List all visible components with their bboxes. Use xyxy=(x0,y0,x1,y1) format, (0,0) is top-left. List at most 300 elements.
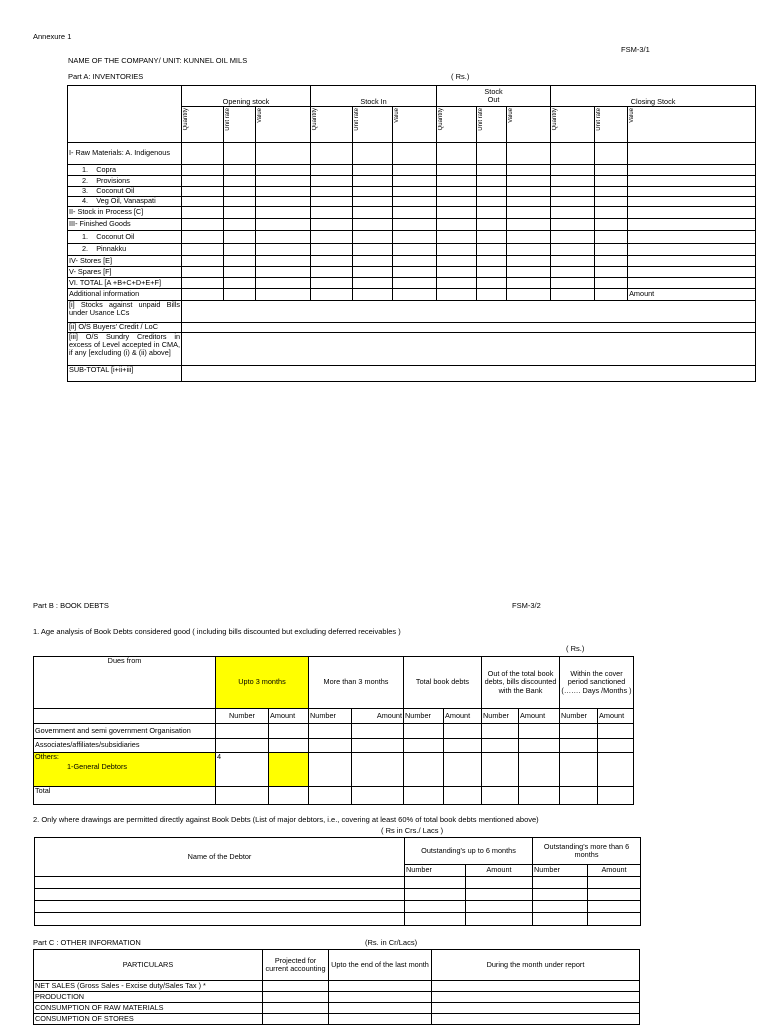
inventory-cell xyxy=(224,267,256,278)
inventory-cell xyxy=(224,244,256,256)
inventory-cell xyxy=(551,289,595,301)
cell xyxy=(560,753,598,787)
inventory-cell xyxy=(507,231,551,244)
inventory-cell xyxy=(353,256,393,267)
age-analysis-heading: 1. Age analysis of Book Debts considered good ( including bills discounted but excluding deferred receivables ) xyxy=(33,627,401,636)
cell xyxy=(404,724,444,739)
inventory-item-label: IV- Stores [E] xyxy=(68,256,182,267)
inventory-cell xyxy=(353,176,393,187)
form-code-a: FSM-3/1 xyxy=(621,45,650,54)
cell xyxy=(588,913,641,926)
inventory-cell xyxy=(477,289,507,301)
stores-consumption-label: CONSUMPTION OF STORES xyxy=(34,1014,263,1025)
cell xyxy=(352,753,404,787)
inventory-cell xyxy=(353,187,393,197)
total-amount-header: Amount xyxy=(444,709,482,724)
cell xyxy=(405,913,466,926)
inventory-cell xyxy=(256,143,311,165)
cell xyxy=(405,901,466,913)
cell xyxy=(352,787,404,805)
part-a-currency: ( Rs.) xyxy=(451,72,470,81)
inventory-subcol-label: Quantity xyxy=(183,108,189,131)
inventory-cell xyxy=(437,278,477,289)
inventory-item-label: V- Spares [F] xyxy=(68,267,182,278)
inventory-cell xyxy=(551,143,595,165)
inventory-cell xyxy=(437,207,477,219)
inventory-cell xyxy=(311,267,353,278)
additional-info-value xyxy=(182,333,756,366)
cell xyxy=(598,724,634,739)
outstanding-upto-6-header: Outstanding's up to 6 months xyxy=(405,838,533,865)
inventory-cell xyxy=(595,207,628,219)
inventory-cell xyxy=(353,267,393,278)
part-b-title: Part B : BOOK DEBTS xyxy=(33,601,109,610)
inventory-cell xyxy=(477,207,507,219)
inventory-cell xyxy=(311,231,353,244)
inventory-cell xyxy=(507,165,551,176)
cell xyxy=(309,739,352,753)
inventory-subcol-header xyxy=(353,107,393,143)
inventory-cell xyxy=(393,231,437,244)
cell xyxy=(216,787,269,805)
inventory-cell xyxy=(393,143,437,165)
inventories-table xyxy=(67,85,756,382)
cell xyxy=(466,877,533,889)
inventory-cell xyxy=(551,278,595,289)
cover-amount-header: Amount xyxy=(598,709,634,724)
inventory-item-label: VI. TOTAL [A +B+C+D+E+F] xyxy=(68,278,182,289)
inventory-item-label: Additional information xyxy=(68,289,182,301)
inventory-cell xyxy=(182,231,224,244)
inventory-subcol-label: Value xyxy=(508,108,515,123)
inventory-cell xyxy=(256,289,311,301)
inventory-cell xyxy=(628,176,756,187)
cell xyxy=(466,901,533,913)
inventory-cell xyxy=(393,278,437,289)
inventory-cell xyxy=(437,197,477,207)
inventory-item-label: 2. Pinnakku xyxy=(68,244,182,256)
inventory-subcol-header xyxy=(437,107,477,143)
inventory-cell xyxy=(393,207,437,219)
inventory-cell xyxy=(437,187,477,197)
cell xyxy=(263,1003,329,1014)
cell xyxy=(404,753,444,787)
inventory-cell xyxy=(551,197,595,207)
cell xyxy=(444,724,482,739)
inventory-subcol-header xyxy=(551,107,595,143)
inventory-cell xyxy=(595,289,628,301)
inventory-subcol-label: Unit rate xyxy=(478,108,485,131)
cell xyxy=(466,913,533,926)
inventory-cell xyxy=(507,197,551,207)
inventory-cell xyxy=(353,244,393,256)
outstanding-more-6-header: Outstanding's more than 6 months xyxy=(533,838,641,865)
debtor-name-header: Name of the Debtor xyxy=(35,838,405,877)
inventory-cell xyxy=(595,231,628,244)
upto6-amount-header: Amount xyxy=(466,865,533,877)
cell xyxy=(482,739,519,753)
inventory-cell xyxy=(311,187,353,197)
inventory-cell xyxy=(507,289,551,301)
major-debtors-units: ( Rs in Crs./ Lacs ) xyxy=(381,826,444,835)
cell xyxy=(263,981,329,992)
inventory-cell xyxy=(507,244,551,256)
inventory-subcol-label: Unit rate xyxy=(354,108,361,131)
cell xyxy=(432,1003,640,1014)
dues-from-header: Dues from xyxy=(34,657,216,709)
total-book-debts-header: Total book debts xyxy=(404,657,482,709)
inventory-cell xyxy=(353,289,393,301)
inventory-item-label: 3. Coconut Oil xyxy=(68,187,182,197)
inventory-cell xyxy=(393,165,437,176)
major-debtors-heading: 2. Only where drawings are permitted directly against Book Debts (List of major debtors, i.e., covering at least 60% of total book debts mentioned above) xyxy=(33,815,539,824)
inventory-subcol-header xyxy=(628,107,756,143)
inventory-cell xyxy=(477,143,507,165)
cell xyxy=(432,1014,640,1025)
additional-info-label: [i] Stocks against unpaid Bills under Usance LCs xyxy=(68,301,182,323)
cell xyxy=(482,787,519,805)
inventory-item-label: 1. Copra xyxy=(68,165,182,176)
inventory-cell xyxy=(256,267,311,278)
inventory-cell xyxy=(311,256,353,267)
inventory-cell xyxy=(595,143,628,165)
inventory-cell xyxy=(551,256,595,267)
inventory-cell xyxy=(595,256,628,267)
cell xyxy=(405,877,466,889)
additional-info-value xyxy=(182,301,756,323)
inventory-cell xyxy=(628,267,756,278)
inventory-cell xyxy=(507,176,551,187)
inventory-cell xyxy=(477,256,507,267)
cell xyxy=(560,724,598,739)
inventory-cell xyxy=(595,219,628,231)
upto3-number-header: Number xyxy=(216,709,269,724)
inventory-cell xyxy=(628,187,756,197)
raw-materials-consumption-label: CONSUMPTION OF RAW MATERIALS xyxy=(34,1003,263,1014)
inventory-cell xyxy=(224,187,256,197)
cell xyxy=(432,992,640,1003)
inventory-subcol-header xyxy=(182,107,224,143)
cell xyxy=(444,753,482,787)
additional-info-value xyxy=(182,323,756,333)
inventory-cell xyxy=(182,207,224,219)
part-b-currency: ( Rs.) xyxy=(566,644,585,653)
inventory-cell xyxy=(437,176,477,187)
inventory-subcol-label: Quantity xyxy=(438,108,445,131)
major-debtors-table xyxy=(34,837,641,926)
inventory-item-label: III- Finished Goods xyxy=(68,219,182,231)
cell xyxy=(560,739,598,753)
inventory-cell xyxy=(628,165,756,176)
inventory-cell xyxy=(256,219,311,231)
cell xyxy=(432,981,640,992)
inventory-cell xyxy=(182,165,224,176)
inventory-subcol-header xyxy=(477,107,507,143)
cell xyxy=(329,1014,432,1025)
inventory-cell xyxy=(256,244,311,256)
stock-out-header: Stock Out xyxy=(437,86,551,107)
inventory-cell xyxy=(182,267,224,278)
inventory-cell xyxy=(551,267,595,278)
more3-number-header: Number xyxy=(309,709,352,724)
inventory-cell xyxy=(311,244,353,256)
cell xyxy=(263,992,329,1003)
cell xyxy=(560,787,598,805)
inventory-cell xyxy=(551,207,595,219)
inventory-cell xyxy=(595,278,628,289)
cell xyxy=(269,739,309,753)
cell xyxy=(329,981,432,992)
inventory-cell xyxy=(182,197,224,207)
cell xyxy=(482,753,519,787)
inventory-cell xyxy=(477,231,507,244)
inventory-cell xyxy=(437,165,477,176)
cell xyxy=(482,724,519,739)
cell xyxy=(352,724,404,739)
inventory-cell xyxy=(256,187,311,197)
inventory-cell xyxy=(256,231,311,244)
others-row-label xyxy=(34,753,216,787)
cell xyxy=(519,739,560,753)
upto6-number-header: Number xyxy=(405,865,466,877)
inventory-cell xyxy=(628,197,756,207)
upto-end-header: Upto the end of the last month xyxy=(329,950,432,981)
inventory-cell xyxy=(393,289,437,301)
others-label: Others: xyxy=(35,752,59,761)
cell xyxy=(588,877,641,889)
inventory-cell xyxy=(595,197,628,207)
inventory-subcol-label: Unit rate xyxy=(596,108,603,131)
inventory-cell xyxy=(393,197,437,207)
during-month-header: During the month under report xyxy=(432,950,640,981)
cell xyxy=(405,889,466,901)
total-row-label: Total xyxy=(34,787,216,805)
inventory-cell xyxy=(256,176,311,187)
inventory-cell xyxy=(182,256,224,267)
inventory-subcol-header xyxy=(595,107,628,143)
inventory-cell xyxy=(477,278,507,289)
inventory-subcol-label: Value xyxy=(629,108,636,123)
inventory-cell xyxy=(628,256,756,267)
inventory-cell xyxy=(437,256,477,267)
cell xyxy=(466,889,533,901)
inventory-cell xyxy=(311,278,353,289)
cell xyxy=(269,724,309,739)
inventory-item-header xyxy=(68,86,182,143)
inventory-subcol-header xyxy=(393,107,437,143)
cell xyxy=(444,787,482,805)
general-debtors-label: 1-General Debtors xyxy=(67,762,128,772)
projected-header: Projected for current accounting xyxy=(263,950,329,981)
cell xyxy=(533,877,588,889)
inventory-cell xyxy=(393,244,437,256)
inventory-cell xyxy=(595,244,628,256)
inventory-cell xyxy=(477,197,507,207)
more3-amount-header: Amount xyxy=(352,709,404,724)
cell xyxy=(309,787,352,805)
cell xyxy=(329,992,432,1003)
part-c-title: Part C : OTHER INFORMATION xyxy=(33,938,141,947)
more-than-3-months-header: More than 3 months xyxy=(309,657,404,709)
form-code-b: FSM-3/2 xyxy=(512,601,541,610)
inventory-cell xyxy=(437,289,477,301)
inventory-item-label: II- Stock in Process [C] xyxy=(68,207,182,219)
inventory-cell xyxy=(353,207,393,219)
debtor-row xyxy=(35,877,405,889)
inventory-cell xyxy=(551,187,595,197)
cell xyxy=(598,753,634,787)
inventory-cell xyxy=(437,231,477,244)
inventory-cell xyxy=(311,219,353,231)
cell xyxy=(588,901,641,913)
inventory-cell xyxy=(507,219,551,231)
cell xyxy=(519,724,560,739)
production-row-label: PRODUCTION xyxy=(34,992,263,1003)
inventory-cell xyxy=(182,176,224,187)
inventory-subcol-label: Value xyxy=(394,108,401,123)
inventory-cell xyxy=(437,267,477,278)
debtor-row xyxy=(35,913,405,926)
inventory-cell xyxy=(224,256,256,267)
inventory-cell xyxy=(507,187,551,197)
bills-discounted-header: Out of the total book debts, bills discounted with the Bank xyxy=(482,657,560,709)
cell xyxy=(329,1003,432,1014)
inventory-cell xyxy=(507,278,551,289)
additional-info-label: SUB-TOTAL [i+ii+iii] xyxy=(68,366,182,382)
inventory-cell xyxy=(628,219,756,231)
inventory-cell xyxy=(224,143,256,165)
amount-header: Amount xyxy=(628,289,756,301)
inventory-cell xyxy=(551,219,595,231)
cell xyxy=(533,901,588,913)
inventory-cell xyxy=(311,165,353,176)
inventory-cell xyxy=(595,187,628,197)
inventory-cell xyxy=(311,207,353,219)
inventory-cell xyxy=(182,219,224,231)
inventory-cell xyxy=(595,165,628,176)
cell xyxy=(352,739,404,753)
inventory-subcol-header xyxy=(224,107,256,143)
inventory-cell xyxy=(224,231,256,244)
cell xyxy=(533,889,588,901)
inventory-cell xyxy=(628,143,756,165)
cell xyxy=(309,724,352,739)
cell xyxy=(519,787,560,805)
inventory-cell xyxy=(393,176,437,187)
inventory-cell xyxy=(628,231,756,244)
inventory-cell xyxy=(353,219,393,231)
annexure-label: Annexure 1 xyxy=(33,32,72,41)
govt-org-row-label: Government and semi government Organisation xyxy=(34,724,216,739)
stock-in-header: Stock In xyxy=(311,86,437,107)
inventory-cell xyxy=(224,207,256,219)
inventory-subcol-label: Unit rate xyxy=(225,108,231,131)
inventory-cell xyxy=(477,219,507,231)
cell xyxy=(269,787,309,805)
inventory-cell xyxy=(256,197,311,207)
inventory-cell xyxy=(437,219,477,231)
inventory-cell xyxy=(224,289,256,301)
cell xyxy=(309,753,352,787)
cell xyxy=(404,739,444,753)
inventory-cell xyxy=(551,165,595,176)
inventory-cell xyxy=(595,176,628,187)
others-amount-cell xyxy=(269,753,309,787)
inventory-cell xyxy=(507,143,551,165)
inventory-subcol-header xyxy=(256,107,311,143)
discounted-number-header: Number xyxy=(482,709,519,724)
part-c-units: (Rs. in Cr/Lacs) xyxy=(365,938,418,947)
inventory-cell xyxy=(628,207,756,219)
company-name: NAME OF THE COMPANY/ UNIT: KUNNEL OIL MILS xyxy=(68,56,248,65)
cell xyxy=(216,724,269,739)
discounted-amount-header: Amount xyxy=(519,709,560,724)
inventory-cell xyxy=(224,219,256,231)
net-sales-row-label: NET SALES (Gross Sales - Excise duty/Sales Tax ) * xyxy=(34,981,263,992)
inventory-cell xyxy=(477,267,507,278)
inventory-cell xyxy=(182,187,224,197)
inventory-cell xyxy=(311,143,353,165)
inventory-cell xyxy=(437,244,477,256)
inventory-cell xyxy=(311,289,353,301)
closing-stock-header: Closing Stock xyxy=(551,86,756,107)
cell xyxy=(598,787,634,805)
inventory-cell xyxy=(628,244,756,256)
others-number-cell: 4 xyxy=(216,753,269,787)
inventory-cell xyxy=(224,197,256,207)
inventory-cell xyxy=(353,143,393,165)
cell xyxy=(588,889,641,901)
inventory-cell xyxy=(353,231,393,244)
cell xyxy=(404,787,444,805)
inventory-cell xyxy=(224,278,256,289)
cover-number-header: Number xyxy=(560,709,598,724)
inventory-cell xyxy=(551,176,595,187)
inventory-cell xyxy=(311,197,353,207)
inventory-cell xyxy=(353,278,393,289)
part-a-title: Part A: INVENTORIES xyxy=(68,72,144,81)
cell xyxy=(216,739,269,753)
inventory-cell xyxy=(393,187,437,197)
inventory-cell xyxy=(256,207,311,219)
cover-period-header: Within the cover period sanctioned (……. Days /Months ) xyxy=(560,657,634,709)
inventory-cell xyxy=(182,244,224,256)
inventory-cell xyxy=(182,143,224,165)
inventory-cell xyxy=(393,256,437,267)
inventory-cell xyxy=(551,231,595,244)
inventory-item-label: 1. Coconut Oil xyxy=(68,231,182,244)
inventory-cell xyxy=(256,165,311,176)
inventory-subcol-label: Value xyxy=(257,108,263,123)
other-info-table xyxy=(33,949,640,1025)
associates-row-label: Associates/affiliates/subsidiaries xyxy=(34,739,216,753)
inventory-item-label: 2. Provisions xyxy=(68,176,182,187)
total-number-header: Number xyxy=(404,709,444,724)
more6-amount-header: Amount xyxy=(588,865,641,877)
additional-info-label: [iii] O/S Sundry Creditors in excess of Level accepted in CMA, if any [excluding (i) & (ii) above] xyxy=(68,333,182,366)
additional-info-label: [ii] O/S Buyers' Credit / LoC xyxy=(68,323,182,333)
cell xyxy=(533,913,588,926)
inventory-cell xyxy=(551,244,595,256)
upto3-amount-header: Amount xyxy=(269,709,309,724)
inventory-cell xyxy=(256,256,311,267)
inventory-cell xyxy=(437,143,477,165)
cell xyxy=(519,753,560,787)
inventory-cell xyxy=(311,176,353,187)
inventory-cell xyxy=(393,267,437,278)
inventory-cell xyxy=(507,256,551,267)
debtor-row xyxy=(35,889,405,901)
